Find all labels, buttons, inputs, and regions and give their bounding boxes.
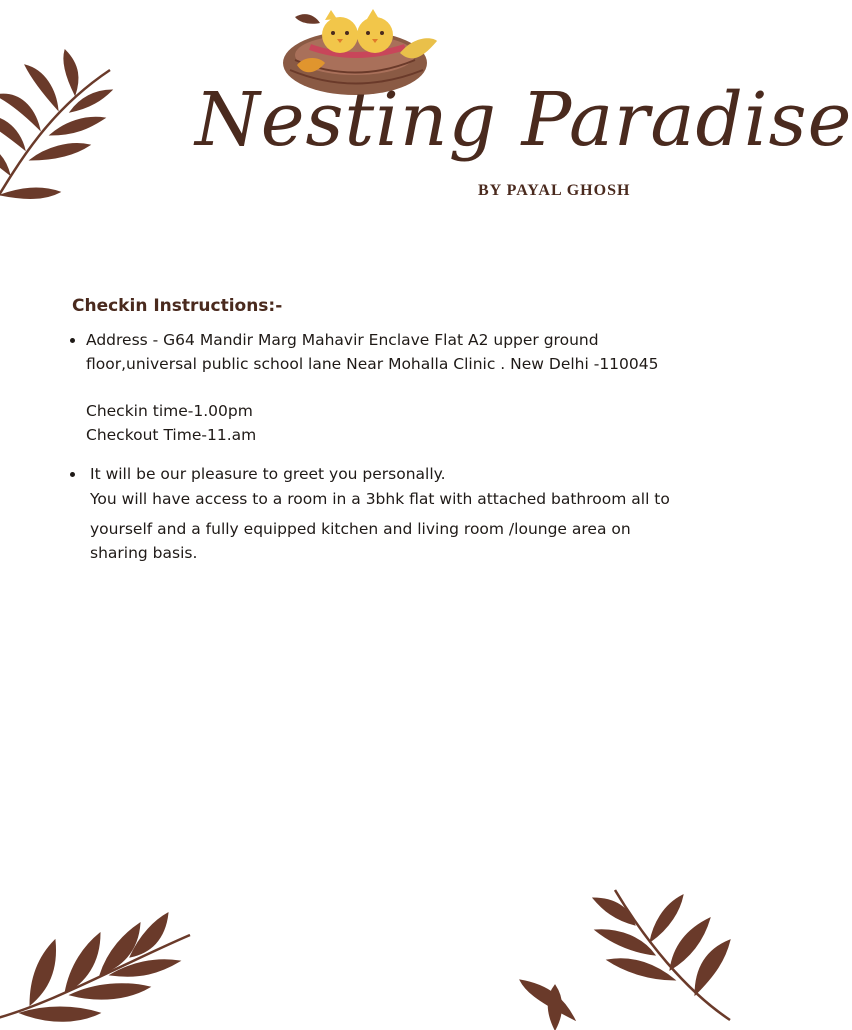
leaf-branch-icon bbox=[0, 895, 205, 1030]
section-heading: Checkin Instructions:- bbox=[72, 296, 283, 316]
info-line: sharing basis. bbox=[90, 544, 198, 562]
address-line: Address - G64 Mandir Marg Mahavir Enclave Flat A2 upper ground bbox=[86, 331, 599, 349]
leaf-branch-icon bbox=[515, 880, 730, 1030]
bullet-icon bbox=[70, 472, 75, 477]
brand-byline: BY PAYAL GHOSH bbox=[478, 182, 631, 199]
checkout-time: Checkout Time-11.am bbox=[86, 426, 257, 444]
checkin-time: Checkin time-1.00pm bbox=[86, 402, 253, 420]
leaf-branch-icon bbox=[0, 10, 130, 220]
info-line: It will be our pleasure to greet you personally. bbox=[90, 465, 446, 483]
bullet-icon bbox=[70, 338, 75, 343]
address-block bbox=[86, 328, 706, 376]
info-line: yourself and a fully equipped kitchen and living room /lounge area on bbox=[90, 520, 631, 538]
info-line: You will have access to a room in a 3bhk flat with attached bathroom all to bbox=[90, 490, 670, 508]
times-block bbox=[86, 399, 706, 447]
brand-title: Nesting Paradise bbox=[195, 77, 852, 163]
info-block bbox=[90, 462, 710, 565]
address-line: floor,universal public school lane Near Mohalla Clinic . New Delhi -110045 bbox=[86, 355, 659, 373]
